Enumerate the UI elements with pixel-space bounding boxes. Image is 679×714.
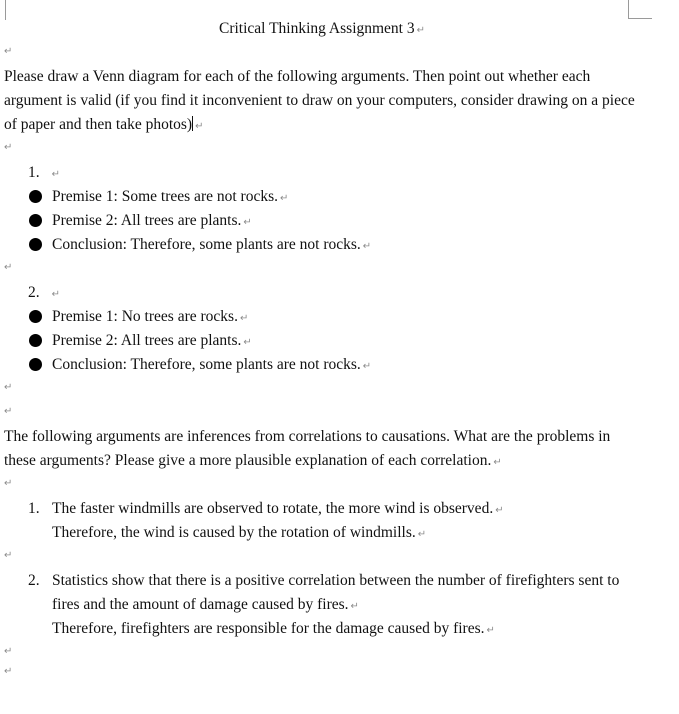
paragraph-mark-icon: ↵	[362, 241, 372, 252]
premise-line[interactable]: Premise 1: Some trees are not rocks. ↵	[52, 188, 289, 205]
paragraph-mark-icon: ↵	[350, 601, 359, 612]
paragraph-mark-icon: ↵	[195, 121, 204, 132]
correlation-number: 1.	[28, 500, 40, 517]
paragraph-mark-icon: ↵	[279, 193, 289, 204]
correlation-number: 2.	[28, 572, 40, 589]
paragraph-mark-icon: ↵	[416, 25, 426, 36]
premise-line[interactable]: Premise 2: All trees are plants. ↵	[52, 332, 252, 349]
intro-line: Please draw a Venn diagram for each of the following arguments. Then point out whether each	[4, 68, 591, 85]
text-cursor	[192, 116, 193, 131]
paragraph-mark-icon: ↵	[4, 646, 13, 657]
conclusion-line[interactable]: Conclusion: Therefore, some plants are not rocks. ↵	[52, 236, 372, 253]
section2-intro-line: The following arguments are inferences from correlations to causations. What are the problems in	[4, 428, 611, 445]
bullet-icon	[29, 358, 42, 371]
paragraph-mark-icon: ↵	[417, 529, 427, 540]
paragraph-mark-icon: ↵	[51, 289, 61, 300]
premise-line[interactable]: Premise 2: All trees are plants. ↵	[52, 212, 252, 229]
paragraph-mark-icon: ↵	[362, 361, 372, 372]
bullet-icon	[29, 310, 42, 323]
paragraph-mark-icon: ↵	[243, 337, 252, 348]
intro-line: argument is valid (if you find it inconvenient to draw on your computers, consider drawing on a piece	[4, 92, 635, 109]
bullet-icon	[29, 214, 42, 227]
paragraph-mark-icon: ↵	[493, 457, 502, 468]
correlation-line[interactable]: fires and the amount of damage caused by fires. ↵	[52, 596, 359, 613]
paragraph-mark-icon: ↵	[51, 169, 61, 180]
premise-line[interactable]: Premise 1: No trees are rocks. ↵	[52, 308, 249, 325]
paragraph-mark-icon: ↵	[4, 406, 13, 417]
argument-number: 2. ↵	[28, 284, 61, 301]
paragraph-mark-icon: ↵	[4, 142, 13, 153]
paragraph-mark-icon: ↵	[243, 217, 252, 228]
paragraph-mark-icon: ↵	[4, 550, 13, 561]
correlation-line[interactable]: Statistics show that there is a positive correlation between the number of firefighters sent to	[52, 572, 620, 589]
paragraph-mark-icon: ↵	[4, 478, 13, 489]
paragraph-mark-icon: ↵	[4, 382, 13, 393]
page-corner-mark-right	[628, 0, 652, 19]
paragraph-mark-icon: ↵	[4, 46, 13, 57]
bullet-icon	[29, 334, 42, 347]
paragraph-mark-icon: ↵	[239, 313, 249, 324]
correlation-line[interactable]: Therefore, firefighters are responsible for the damage caused by fires. ↵	[52, 620, 495, 637]
correlation-line[interactable]: The faster windmills are observed to rotate, the more wind is observed. ↵	[52, 500, 504, 517]
bullet-icon	[29, 190, 42, 203]
page-corner-mark-left	[0, 0, 6, 20]
conclusion-line[interactable]: Conclusion: Therefore, some plants are not rocks. ↵	[52, 356, 372, 373]
paragraph-mark-icon: ↵	[495, 505, 504, 516]
document-title[interactable]: Critical Thinking Assignment 3 ↵	[219, 20, 426, 37]
bullet-icon	[29, 238, 42, 251]
paragraph-mark-icon: ↵	[4, 666, 13, 677]
section2-intro-line: these arguments? Please give a more plausible explanation of each correlation. ↵	[4, 452, 502, 469]
intro-line: of paper and then take photos) ↵	[4, 116, 204, 133]
correlation-line[interactable]: Therefore, the wind is caused by the rotation of windmills. ↵	[52, 524, 427, 541]
paragraph-mark-icon: ↵	[4, 262, 13, 273]
argument-number: 1. ↵	[28, 164, 61, 181]
paragraph-mark-icon: ↵	[486, 625, 495, 636]
